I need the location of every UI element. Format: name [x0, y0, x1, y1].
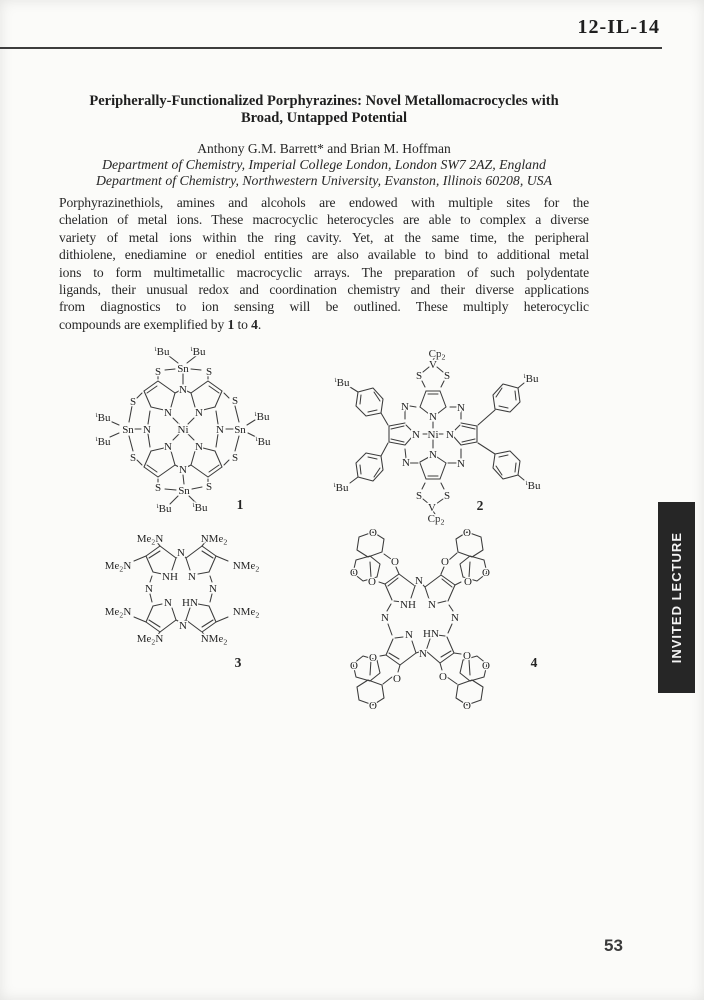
atom-label: S: [129, 451, 137, 464]
structure-number: 2: [476, 498, 484, 513]
bond: [158, 381, 175, 393]
atom-label: O: [369, 651, 377, 664]
bond: [386, 639, 393, 655]
abstract-line: chelation of metal ions. These macrocyclic heterocycles are able to complex a diverse: [59, 212, 589, 228]
bond: [420, 391, 426, 407]
atom-label: $^t$Bu: [192, 500, 208, 514]
bond: [455, 582, 461, 585]
atom-label: O: [369, 526, 377, 539]
affiliation-line-1: Department of Chemistry, Imperial College London, London SW7 2AZ, England: [102, 157, 546, 172]
atom-label: $Me_2N$: [104, 605, 132, 620]
bond: [391, 439, 404, 442]
bond: [360, 465, 361, 474]
bond: [381, 413, 388, 425]
bond: [462, 439, 475, 442]
atom-label: N: [419, 647, 427, 660]
atom-label: NMe$_2$: [200, 632, 228, 647]
bond: [172, 558, 176, 570]
bond: [374, 468, 380, 477]
header-code: 12-IL-14: [577, 16, 660, 38]
bond: [437, 367, 443, 372]
atom-label: N: [195, 440, 203, 453]
atom-label: S: [205, 480, 213, 493]
atom-label: N: [405, 628, 413, 641]
atom-label: S: [415, 489, 423, 502]
bond: [425, 575, 441, 587]
atom-label: Ni: [427, 428, 439, 441]
bond: [422, 483, 425, 489]
bond: [158, 465, 175, 477]
atom-label: S: [154, 365, 162, 378]
structure-2-figure: [333, 342, 563, 527]
bond: [209, 465, 219, 472]
atom-label: N: [195, 406, 203, 419]
bond: [374, 392, 380, 401]
atom-label: N: [446, 428, 454, 441]
bond: [496, 466, 502, 475]
bond: [350, 477, 358, 483]
atom-label: $Me_2N$: [104, 559, 132, 574]
bond: [461, 423, 477, 426]
bond: [370, 562, 371, 577]
bond: [441, 381, 444, 387]
atom-label: N: [429, 448, 437, 461]
bond: [186, 608, 190, 620]
atom-label: O: [350, 659, 358, 672]
bond: [151, 448, 164, 451]
bond: [216, 434, 218, 447]
bond: [515, 391, 516, 400]
abstract-text: .: [257, 316, 262, 332]
bond: [380, 655, 386, 656]
atom-label: N: [145, 582, 153, 595]
bond: [448, 585, 455, 601]
bond: [147, 465, 157, 472]
bond: [449, 553, 457, 560]
bond: [360, 395, 361, 404]
bond: [440, 463, 446, 479]
bond: [198, 572, 209, 574]
title-line-1: Peripherally-Functionalized Porphyrazines: Novel Metallomacrocycles with: [89, 93, 559, 109]
bond: [215, 451, 222, 467]
atom-label: N: [177, 546, 185, 559]
bond: [235, 406, 239, 422]
atom-label: O: [391, 555, 399, 568]
bond: [191, 381, 208, 393]
atom-label: Ni: [177, 423, 189, 436]
atom-label: V: [429, 358, 437, 371]
atom-label: S: [231, 451, 239, 464]
bond: [192, 487, 202, 489]
bond: [137, 393, 142, 398]
bond: [129, 406, 132, 422]
bond: [437, 457, 446, 463]
atom-label: N: [451, 611, 459, 624]
bond: [478, 410, 495, 425]
bond: [454, 653, 461, 654]
bond: [110, 433, 119, 437]
bond: [210, 576, 212, 582]
abstract-line: ligands, their unusual redox and coordination chemistry and their diverse applications: [59, 282, 589, 298]
abstract-line: ions to form multimetallic macrocyclic arrays. The preparation of such polydentate: [59, 264, 589, 280]
bond: [203, 407, 215, 410]
atom-label: N: [415, 574, 423, 587]
bond: [144, 467, 158, 477]
atom-label: HN: [182, 596, 198, 609]
atom-label: Sn: [178, 484, 190, 497]
bond: [110, 421, 119, 425]
atom-label: O: [350, 566, 358, 579]
bond: [216, 411, 218, 424]
atom-label: O: [393, 672, 401, 685]
bond: [518, 383, 524, 388]
atom-label: N: [179, 383, 187, 396]
bond: [247, 420, 255, 425]
bond: [153, 604, 162, 606]
bond: [396, 567, 399, 574]
atom-label: NH: [400, 598, 416, 611]
bond: [461, 442, 477, 445]
atom-label: N: [209, 582, 217, 595]
atom-label: NMe$_2$: [232, 559, 260, 574]
bond: [447, 677, 457, 684]
atom-label: S: [443, 369, 451, 382]
structure-1-figure: [95, 343, 330, 523]
bond: [518, 475, 524, 480]
bond: [202, 546, 216, 556]
bond: [441, 483, 444, 489]
atom-label: O: [463, 649, 471, 662]
bond: [436, 499, 443, 504]
bond: [515, 463, 516, 472]
bond: [150, 576, 152, 582]
atom-label: $^t$Bu: [156, 501, 172, 515]
atom-label: S: [205, 365, 213, 378]
atom-label: S: [154, 481, 162, 494]
atom-label: $^t$Bu: [255, 434, 271, 448]
bond: [469, 562, 470, 577]
abstract-line: Porphyrazinethiols, amines and alcohols are endowed with multiple sites for the: [59, 195, 589, 210]
atom-label: $^t$Bu: [95, 410, 111, 424]
bond: [422, 381, 425, 387]
bond: [399, 574, 415, 586]
bond: [420, 463, 426, 479]
bond: [395, 637, 403, 638]
atom-label: N: [143, 423, 151, 436]
atom-label: O: [463, 699, 471, 712]
atom-label: N: [402, 456, 410, 469]
bond: [438, 601, 446, 603]
atom-label: N: [381, 611, 389, 624]
atom-label: $^t$Bu: [334, 375, 350, 389]
title-line-2: Broad, Untapped Potential: [240, 109, 408, 126]
bond: [209, 386, 219, 393]
atom-label: NH: [162, 570, 178, 583]
bond: [216, 556, 228, 561]
atom-label: N: [164, 596, 172, 609]
bond: [160, 546, 176, 558]
atom-label: $^t$Bu: [95, 434, 111, 448]
bond: [129, 436, 133, 451]
atom-label: S: [443, 489, 451, 502]
bond: [385, 584, 392, 600]
atom-label: O: [464, 575, 472, 588]
bond: [449, 605, 453, 611]
atom-label: $Me_2N$: [136, 532, 164, 547]
bond: [165, 489, 176, 490]
bond: [462, 426, 475, 429]
structure-4-figure: [351, 520, 581, 715]
atom-label: $Cp_2$: [428, 347, 446, 362]
bond: [405, 437, 412, 445]
bond: [183, 475, 184, 484]
bond: [454, 425, 460, 431]
atom-label: N: [401, 400, 409, 413]
bond: [442, 579, 452, 587]
abstract-line: variety of metal ions within the ring cavity. Yet, at the same time, the peripheral: [59, 229, 589, 245]
atom-label: O: [463, 526, 471, 539]
bond: [134, 556, 146, 561]
bond: [151, 407, 164, 410]
bond: [187, 391, 191, 393]
bond: [146, 606, 153, 622]
compound-number-1: 1: [227, 316, 235, 332]
structure-number: 1: [236, 497, 244, 512]
bond: [144, 391, 151, 407]
bond: [381, 443, 388, 456]
bond: [350, 387, 358, 392]
bond: [454, 437, 461, 445]
atom-label: $^t$Bu: [523, 371, 539, 385]
atom-label: $Me_2N$: [136, 632, 164, 647]
bond: [209, 556, 216, 572]
bond: [388, 578, 398, 586]
bond: [186, 620, 202, 632]
bond: [448, 624, 452, 633]
bond: [420, 407, 429, 414]
invited-lecture-tab: [658, 502, 695, 693]
structure-3-figure: [104, 530, 330, 680]
atom-label: S: [231, 394, 239, 407]
atom-label: O: [482, 566, 490, 579]
bond: [165, 369, 175, 370]
page-number: 53: [604, 936, 623, 955]
atom-label: $^t$Bu: [190, 344, 206, 358]
bond: [368, 410, 377, 412]
bond: [215, 391, 222, 407]
bond: [144, 451, 151, 467]
bond: [208, 467, 222, 477]
bond: [191, 451, 195, 465]
bond: [410, 406, 416, 407]
bond: [134, 617, 146, 622]
atom-label: $^t$Bu: [525, 478, 541, 492]
atom-label: $^t$Bu: [333, 480, 349, 494]
atom-label: O: [369, 699, 377, 712]
atom-label: $Cp_2$: [427, 512, 445, 527]
bond: [187, 465, 191, 467]
atom-label: N: [428, 598, 436, 611]
bond: [440, 663, 442, 670]
bond: [146, 556, 153, 572]
atom-label: S: [415, 369, 423, 382]
bond: [469, 660, 470, 675]
authors-line: Anthony G.M. Barrett* and Brian M. Hoffman: [197, 141, 451, 156]
bond: [379, 582, 385, 584]
bond: [386, 655, 400, 665]
bond: [171, 451, 175, 465]
abstract-line: dithiolene, enediamine or enediol entities are also available to bind to additional metal: [59, 247, 589, 263]
atom-label: Sn: [234, 423, 246, 436]
atom-label: O: [439, 670, 447, 683]
bond: [441, 567, 444, 574]
structure-number: 4: [530, 655, 538, 670]
atom-label: N: [179, 619, 187, 632]
atom-label: N: [216, 423, 224, 436]
bond: [146, 546, 160, 556]
atom-label: N: [188, 570, 196, 583]
atom-label: V: [428, 501, 436, 514]
atom-label: $^t$Bu: [254, 409, 270, 423]
bond: [208, 381, 222, 391]
atom-label: Sn: [122, 423, 134, 436]
bond: [147, 386, 157, 393]
bond: [191, 393, 195, 407]
bond: [160, 620, 176, 632]
bond: [387, 604, 391, 611]
bond: [437, 407, 446, 414]
bond: [186, 558, 190, 570]
bond: [398, 665, 400, 672]
abstract-text: to: [234, 316, 252, 332]
bond: [153, 572, 162, 574]
atom-label: O: [368, 575, 376, 588]
atom-label: Sn: [177, 362, 189, 375]
bond: [148, 411, 150, 424]
abstract-line: from diagnostics to ion sensing will be outlined. These multiply heterocyclic: [59, 299, 589, 315]
bond: [198, 604, 209, 606]
bond: [499, 455, 508, 457]
atom-label: N: [179, 463, 187, 476]
atom-label: N: [164, 440, 172, 453]
atom-label: O: [482, 659, 490, 672]
bond: [496, 388, 502, 397]
bond: [412, 641, 416, 653]
bond: [210, 594, 212, 602]
bond: [383, 677, 392, 684]
bond: [146, 622, 160, 632]
bond: [420, 457, 429, 462]
bond: [137, 460, 142, 465]
bond: [209, 606, 216, 622]
atom-label: $^t$Bu: [154, 344, 170, 358]
bond: [191, 465, 208, 477]
bond: [202, 622, 216, 632]
invited-lecture-label: INVITED LECTURE: [669, 531, 684, 664]
bond: [235, 436, 239, 451]
bond: [188, 418, 194, 424]
bond: [447, 637, 454, 653]
bond: [148, 434, 150, 447]
atom-label: NMe$_2$: [200, 532, 228, 547]
bond: [203, 448, 215, 451]
bond: [224, 460, 229, 465]
atom-label: N: [429, 410, 437, 423]
bond: [144, 381, 158, 391]
bond: [186, 546, 202, 558]
atom-label: N: [164, 406, 172, 419]
atom-label: N: [457, 401, 465, 414]
bond: [425, 587, 429, 599]
bond: [384, 554, 391, 559]
bond: [499, 406, 508, 408]
compound-number-4: 4: [251, 316, 258, 332]
bond: [426, 651, 440, 663]
atom-label: O: [441, 555, 449, 568]
bond: [389, 423, 405, 426]
bond: [400, 653, 416, 665]
atom-label: HN: [423, 627, 439, 640]
bond: [411, 586, 415, 598]
bond: [388, 624, 392, 635]
bond: [389, 442, 405, 445]
bond: [391, 426, 404, 429]
bond: [216, 617, 228, 622]
abstract-text: compounds are exemplified by: [59, 316, 228, 332]
bond: [368, 457, 377, 459]
bond: [440, 653, 454, 663]
bond: [478, 443, 495, 454]
bond: [171, 393, 175, 407]
bond: [191, 369, 201, 370]
bond: [188, 434, 194, 440]
affiliation-line-2: Department of Chemistry, Northwestern University, Evanston, Illinois 60208, USA: [95, 172, 553, 188]
atom-label: S: [129, 395, 137, 408]
atom-label: NMe$_2$: [232, 605, 260, 620]
atom-label: N: [412, 428, 420, 441]
bond: [224, 393, 229, 398]
atom-label: N: [457, 457, 465, 470]
structure-number: 3: [234, 655, 242, 670]
bond: [150, 594, 152, 602]
bond: [172, 608, 176, 620]
bond: [440, 391, 446, 407]
